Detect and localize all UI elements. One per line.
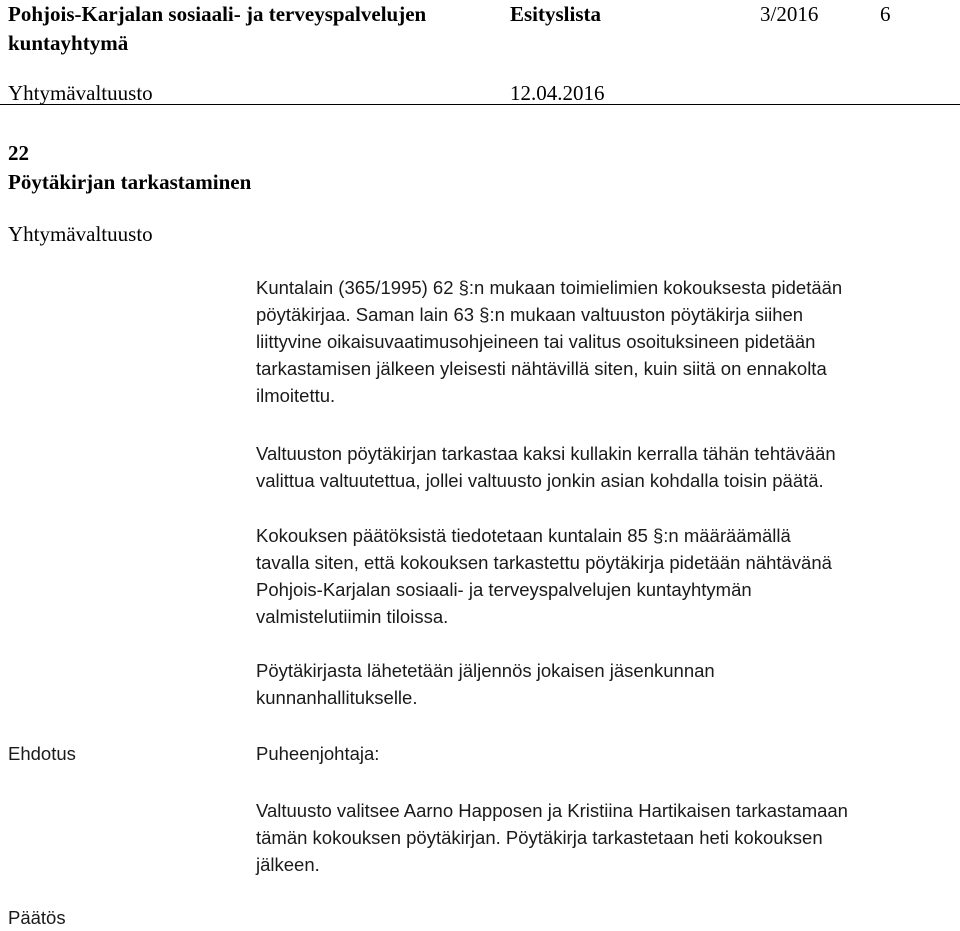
paragraph-line: tavalla siten, että kokouksen tarkastettu pöytäkirja pidetään nähtävänä <box>256 552 832 573</box>
paragraph-line: Pohjois-Karjalan sosiaali- ja terveyspalvelujen kuntayhtymän <box>256 579 752 600</box>
paragraph-legal-basis <box>256 274 946 409</box>
item-title: Pöytäkirjan tarkastaminen <box>8 170 252 194</box>
paragraph-line: Pöytäkirjasta lähetetään jäljennös jokaisen jäsenkunnan <box>256 660 715 681</box>
proposal-speaker-text: Puheenjohtaja: <box>256 743 380 764</box>
proposal-text <box>256 797 946 878</box>
paragraph-inspectors <box>256 440 946 494</box>
paragraph-line: valittua valtuutettua, jollei valtuusto jonkin asian kohdalla toisin päätä. <box>256 470 824 491</box>
paragraph-line: tarkastamisen jälkeen yleisesti nähtävillä siten, kuin siitä on ennakolta <box>256 358 827 379</box>
header-issue-number: 3/2016 <box>760 2 819 26</box>
header-body: Yhtymävaltuusto <box>8 81 153 105</box>
paragraph-line: kunnanhallitukselle. <box>256 687 418 708</box>
proposal-line: jälkeen. <box>256 854 320 875</box>
header-organization-line2: kuntayhtymä <box>8 31 129 55</box>
paragraph-line: valmistelutiimin tiloissa. <box>256 606 449 627</box>
paragraph-line: Kuntalain (365/1995) 62 §:n mukaan toimielimien kokouksesta pidetään <box>256 277 843 298</box>
paragraph-distribution <box>256 657 946 711</box>
header-divider <box>0 104 960 105</box>
paragraph-line: Valtuuston pöytäkirjan tarkastaa kaksi kullakin kerralla tähän tehtävään <box>256 443 836 464</box>
paragraph-line: Kokouksen päätöksistä tiedotetaan kuntalain 85 §:n määräämällä <box>256 525 791 546</box>
item-number: 22 <box>8 141 29 165</box>
header-document-type: Esityslista <box>510 2 602 26</box>
header-organization <box>8 0 426 58</box>
header-organization-line1: Pohjois-Karjalan sosiaali- ja terveyspalvelujen <box>8 2 427 26</box>
decision-label: Päätös <box>8 907 66 928</box>
paragraph-line: pöytäkirjaa. Saman lain 63 §:n mukaan valtuuston pöytäkirja siihen <box>256 304 804 325</box>
paragraph-line: ilmoitettu. <box>256 385 336 406</box>
paragraph-line: liittyvine oikaisuvaatimusohjeineen tai valitus osoituksineen pidetään <box>256 331 816 352</box>
header-date: 12.04.2016 <box>510 81 605 105</box>
paragraph-announcement <box>256 522 946 630</box>
proposal-line: Valtuusto valitsee Aarno Happosen ja Kristiina Hartikaisen tarkastamaan <box>256 800 848 821</box>
header-page-number: 6 <box>880 2 891 26</box>
proposal-speaker <box>256 740 946 767</box>
item-body: Yhtymävaltuusto <box>8 222 153 246</box>
proposal-label: Ehdotus <box>8 743 76 764</box>
proposal-line: tämän kokouksen pöytäkirjan. Pöytäkirja tarkastetaan heti kokouksen <box>256 827 823 848</box>
